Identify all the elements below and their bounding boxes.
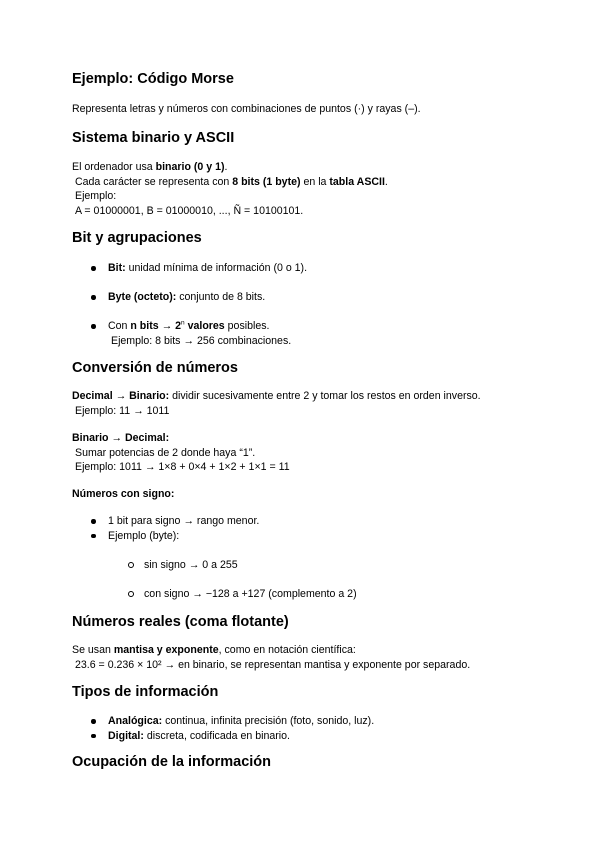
list-item: Digital: discreta, codificada en binario. <box>72 729 532 744</box>
bullet-icon <box>91 719 96 724</box>
sub-bullet-icon <box>128 562 134 568</box>
binario-conv-title: Binario → Decimal: <box>72 432 170 444</box>
heading-tipos-informacion: Tipos de información <box>72 684 219 700</box>
binario-conv-line: Sumar potencias de 2 donde haya “1”. <box>75 446 256 459</box>
sub-list-item: con signo → −128 a +127 (complemento a 2) <box>72 587 532 602</box>
list-item: Byte (octeto): conjunto de 8 bits. <box>72 290 532 305</box>
binario-line-2: Cada carácter se representa con 8 bits (1 byte) en la tabla ASCII. <box>75 175 388 188</box>
bullet-icon <box>91 295 96 300</box>
binario-paragraph <box>72 160 532 218</box>
bullet-icon <box>91 519 96 524</box>
decimal-line-1: Decimal → Binario: dividir sucesivamente entre 2 y tomar los restos en orden inverso. <box>72 390 481 402</box>
binario-line-4: A = 01000001, B = 01000010, ..., Ñ = 10100101. <box>75 204 304 217</box>
bullet-icon <box>91 534 96 539</box>
heading-ocupacion: Ocupación de la información <box>72 754 272 770</box>
numeros-signo-title: Números con signo: <box>72 488 175 500</box>
heading-morse: Ejemplo: Código Morse <box>72 71 234 87</box>
decimal-example: Ejemplo: 11 → 1011 <box>75 404 170 417</box>
signo-list <box>72 514 532 602</box>
binario-line-1: El ordenador usa binario (0 y 1). <box>72 161 228 173</box>
heading-numeros-reales: Números reales (coma flotante) <box>72 614 289 630</box>
bullet-icon <box>91 324 96 329</box>
reales-paragraph <box>72 643 552 672</box>
sub-list-item: sin signo → 0 a 255 <box>72 558 532 573</box>
list-item: Con n bits → $2^n$ valores posibles. <box>72 319 532 334</box>
conversion-decimal <box>72 389 542 418</box>
bit-list <box>72 261 532 349</box>
list-item-example: Ejemplo: 8 bits → 256 combinaciones. <box>111 334 292 347</box>
conversion-binario <box>72 431 532 475</box>
reales-line-1: Se usan mantisa y exponente, como en notación científica: <box>72 644 356 656</box>
sub-bullet-icon <box>128 591 134 597</box>
binario-conv-example: Ejemplo: 1011 → 1×8 + 0×4 + 1×2 + 1×1 = 11 <box>75 461 290 474</box>
list-item: Ejemplo (byte): <box>72 529 532 544</box>
heading-binario-ascii: Sistema binario y ASCII <box>72 130 235 146</box>
list-item: Bit: unidad mínima de información (0 o 1). <box>72 261 532 276</box>
heading-conversion: Conversión de números <box>72 360 238 376</box>
binario-line-3: Ejemplo: <box>75 190 117 203</box>
list-item: Analógica: continua, infinita precisión (foto, sonido, luz). <box>72 714 532 729</box>
bullet-icon <box>91 266 96 271</box>
tipos-list <box>72 714 532 743</box>
list-item: 1 bit para signo → rango menor. <box>72 514 532 529</box>
heading-bit-agrupaciones: Bit y agrupaciones <box>72 230 202 246</box>
bullet-icon <box>91 734 96 739</box>
reales-line-2: 23.6 = 0.236 × 10² → en binario, se representan mantisa y exponente por separado. <box>75 658 471 671</box>
morse-paragraph: Representa letras y números con combinaciones de puntos (·) y rayas (–). <box>72 103 421 115</box>
